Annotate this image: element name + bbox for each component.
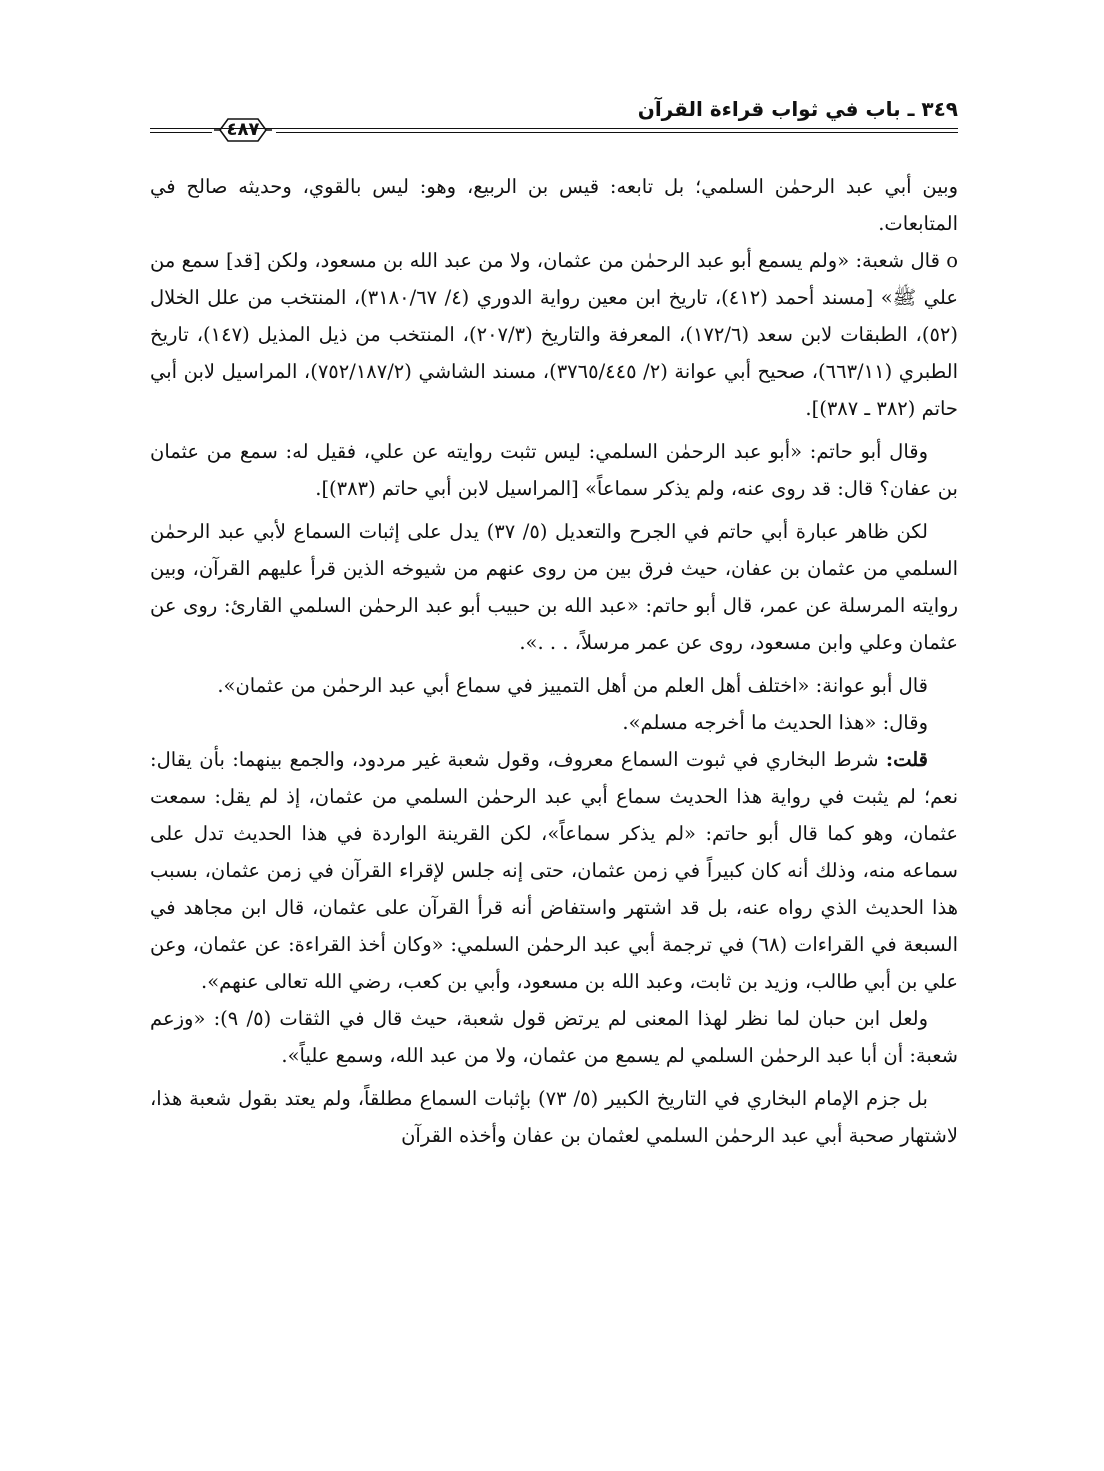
paragraph: وبين أبي عبد الرحمٰن السلمي؛ بل تابعه: قيس بن الربيع، وهو: ليس بالقوي، وحديثه صالح في المتابعات. [150, 175, 958, 235]
page-body [150, 168, 958, 1154]
page-header [150, 96, 958, 156]
paragraph: قال أبو عوانة: «اختلف أهل العلم من أهل التمييز في سماع أبي عبد الرحمٰن من عثمان». [217, 674, 928, 697]
page-number: ٤٨٧ [226, 119, 260, 140]
page-number-ornament [210, 116, 276, 144]
paragraph: بل جزم الإمام البخاري في التاريخ الكبير (٥/ ٧٣) بإثبات السماع مطلقاً، ولم يعتد بقول شعبة هذا، لاشتهار صحبة أبي عبد الرحمٰن السلمي لعثمان بن عفان وأخذه القرآن [150, 1087, 958, 1147]
paragraph [150, 741, 958, 1000]
qultu-label: قلت: [885, 748, 928, 771]
paragraph: وقال أبو حاتم: «أبو عبد الرحمٰن السلمي: ليس تثبت روايته عن علي، فقيل له: سمع من عثمان بن عفان؟ قال: قد روى عنه، ولم يذكر سماعاً» [المراسيل لابن أبي حاتم (٣٨٣)]. [150, 440, 958, 500]
header-rule-left-lower [150, 132, 212, 133]
paragraph: ولعل ابن حبان لما نظر لهذا المعنى لم يرتض قول شعبة، حيث قال في الثقات (٥/ ٩): «وزعم شعبة: أن أبا عبد الرحمٰن السلمي لم يسمع من عثمان، ولا من عبد الله، وسمع علياً». [150, 1007, 958, 1067]
paragraph: o قال شعبة: «ولم يسمع أبو عبد الرحمٰن من عثمان، ولا من عبد الله بن مسعود، ولكن [قد] سمع من علي ﷺ» [مسند أحمد (٤١٢)، تاريخ ابن معين رواية الدوري (٤/ ٣١٨٠/٦٧)، المنتخب من علل الخلال (٥٢)، الطبقات لابن سعد (١٧٢/٦)، المعرفة والتاريخ (٢٠٧/٣)، المنتخب من ذيل المذيل (١٤٧)، تاريخ الطبري (٦٦٣/١١)، صحيح أبي عوانة (٢/ ٣٧٦٥/٤٤٥)، مسند الشاشي (٧٥٢/١٨٧/٢)، المراسيل لابن أبي حاتم (٣٨٢ ـ ٣٨٧)]. [150, 249, 958, 420]
paragraph: وقال: «هذا الحديث ما أخرجه مسلم». [622, 711, 928, 734]
header-rule-left [150, 128, 212, 129]
header-rule-lower [276, 132, 958, 133]
paragraph: لكن ظاهر عبارة أبي حاتم في الجرح والتعديل (٥/ ٣٧) يدل على إثبات السماع لأبي عبد الرحمٰن السلمي من عثمان بن عفان، حيث فرق بين من روى عنهم من شيوخه الذين قرأ عليهم القرآن، وبين روايته المرسلة عن عمر، قال أبو حاتم: «عبد الله بن حبيب أبو عبد الرحمٰن السلمي القارئ: روى عن عثمان وعلي وابن مسعود، روى عن عمر مرسلاً، . . .». [150, 520, 958, 654]
paragraph-text: شرط البخاري في ثبوت السماع معروف، وقول شعبة غير مردود، والجمع بينهما: بأن يقال: نعم؛ لم يثبت في رواية هذا الحديث سماع أبي عبد الرحمٰن السلمي من عثمان، إذ لم يقل: سمعت عثمان، وهو كما قال أبو حاتم: «لم يذكر سماعاً»، لكن القرينة الواردة في هذا الحديث تدل على سماعه منه، وذلك أنه كان كبيراً في زمن عثمان، حتى إنه جلس لإقراء القرآن في زمن عثمان، بسبب هذا الحديث الذي رواه عنه، بل قد اشتهر واستفاض أنه قرأ القرآن على عثمان، قال ابن مجاهد في السبعة في القراءات (٦٨) في ترجمة أبي عبد الرحمٰن السلمي: «وكان أخذ القراءة: عن عثمان، وعن علي بن أبي طالب، وزيد بن ثابت، وعبد الله بن مسعود، وأبي بن كعب، رضي الله تعالى عنهم». [150, 748, 958, 993]
chapter-title: ٣٤٩ ـ باب في ثواب قراءة القرآن [637, 97, 958, 121]
